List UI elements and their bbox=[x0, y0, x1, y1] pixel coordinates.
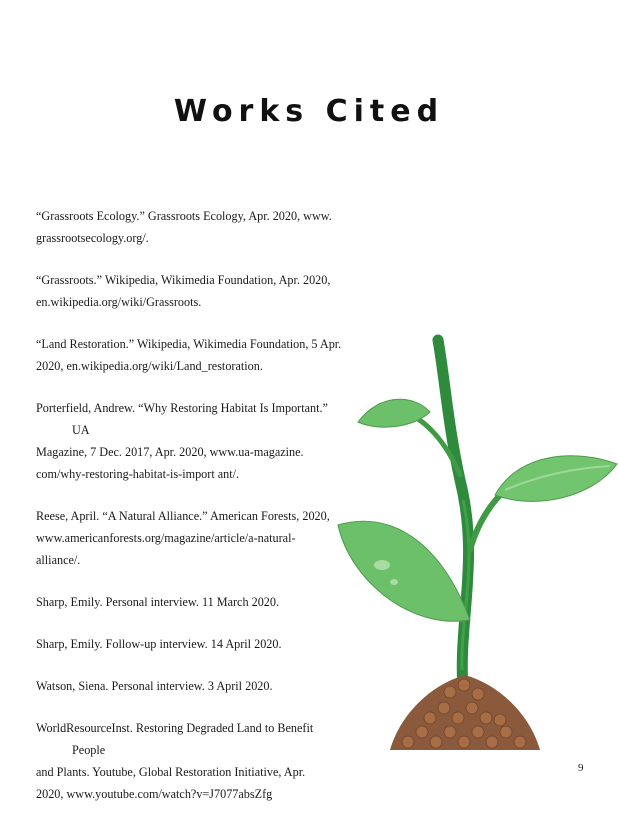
citation-line: Sharp, Emily. Personal interview. 11 March 2020. bbox=[36, 595, 280, 609]
citation-entry bbox=[36, 397, 346, 485]
citation-entry bbox=[36, 269, 346, 313]
citation-line: “Grassroots.” Wikipedia, Wikimedia Foundation, Apr. 2020, bbox=[36, 273, 331, 287]
page-title: Works Cited bbox=[173, 94, 445, 129]
sprout-illustration bbox=[330, 330, 618, 760]
citation-line: Porterfield, Andrew. “Why Restoring Habitat Is Important.” UA bbox=[36, 401, 328, 437]
citation-entry bbox=[36, 333, 346, 377]
citation-entry bbox=[36, 717, 346, 805]
citation-line: “Grassroots Ecology.” Grassroots Ecology, Apr. 2020, www. bbox=[36, 209, 332, 223]
citation-line: alliance/. bbox=[36, 553, 81, 567]
citation-line: com/why-restoring-habitat-is-import ant/. bbox=[36, 467, 240, 481]
citation-line: en.wikipedia.org/wiki/Grassroots. bbox=[36, 295, 202, 309]
citation-entry bbox=[36, 633, 346, 655]
page-number: 9 bbox=[578, 762, 584, 774]
citation-line: and Plants. Youtube, Global Restoration Initiative, Apr. bbox=[36, 765, 306, 779]
citation-entry bbox=[36, 675, 346, 697]
citation-line: Reese, April. “A Natural Alliance.” American Forests, 2020, bbox=[36, 509, 330, 523]
citation-entry bbox=[36, 591, 346, 613]
citation-entry bbox=[36, 205, 346, 249]
leaf-small bbox=[358, 399, 430, 427]
citation-line: 2020, www.youtube.com/watch?v=J7077absZfg bbox=[36, 787, 273, 801]
leaf-right bbox=[495, 456, 617, 502]
citation-line: “Land Restoration.” Wikipedia, Wikimedia Foundation, 5 Apr. bbox=[36, 337, 342, 351]
citation-line: Magazine, 7 Dec. 2017, Apr. 2020, www.ua-magazine. bbox=[36, 445, 304, 459]
citation-line: 2020, en.wikipedia.org/wiki/Land_restoration. bbox=[36, 359, 263, 373]
citation-entry bbox=[36, 505, 346, 571]
citation-line: Sharp, Emily. Follow-up interview. 14 April 2020. bbox=[36, 637, 282, 651]
leaf-left bbox=[338, 521, 470, 621]
citation-line: WorldResourceInst. Restoring Degraded Land to Benefit People bbox=[36, 721, 314, 757]
citation-line: www.americanforests.org/magazine/article/a-natural- bbox=[36, 531, 296, 545]
works-cited-list bbox=[36, 205, 346, 825]
citation-line: Watson, Siena. Personal interview. 3 April 2020. bbox=[36, 679, 273, 693]
citation-line: grassrootsecology.org/. bbox=[36, 231, 149, 245]
